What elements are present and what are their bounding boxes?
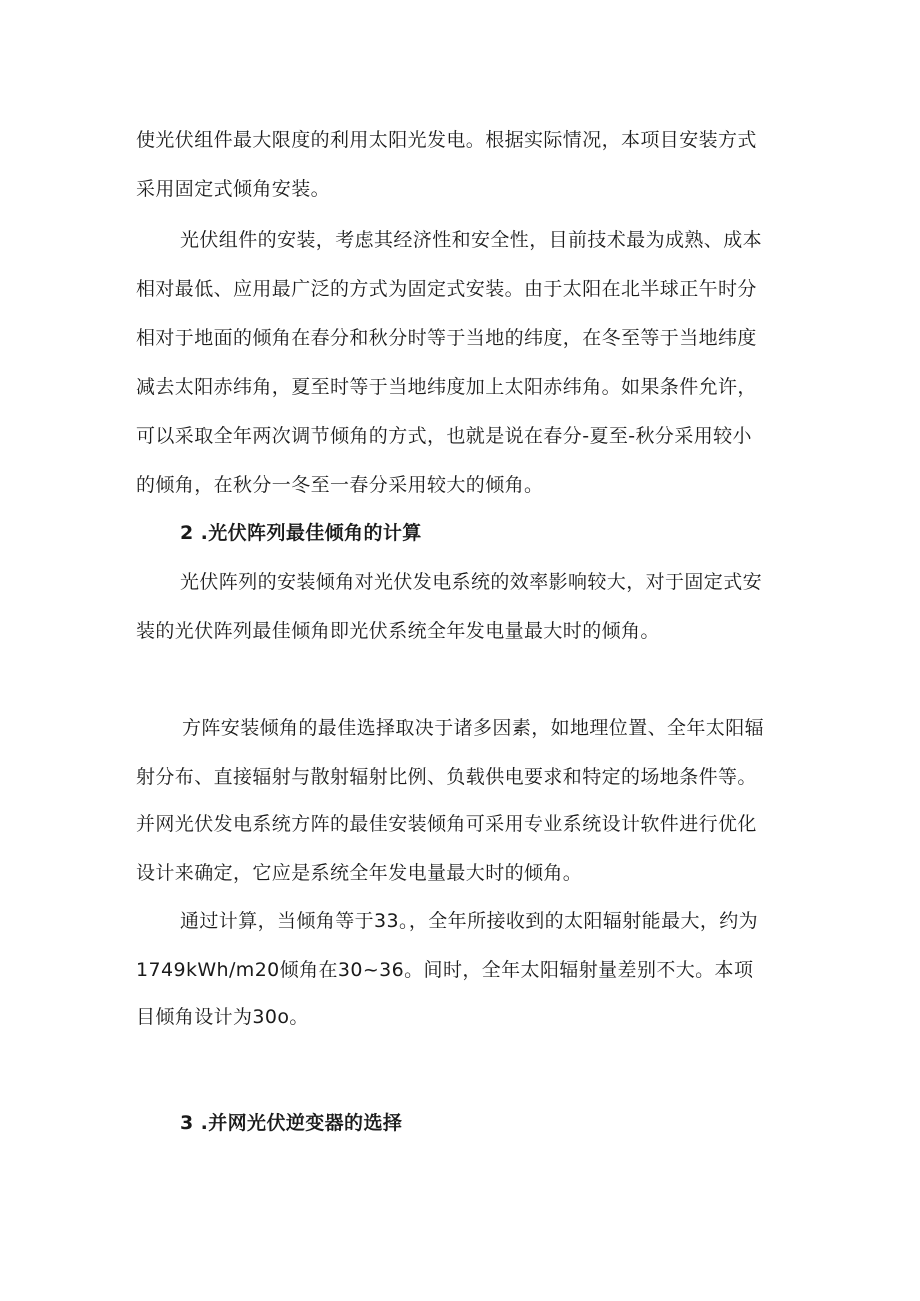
- para1-line1: 使光伏组件最大限度的利用太阳光发电。根据实际情况，本项目安装方式: [136, 129, 757, 151]
- para2-line6: 的倾角，在秋分一冬至一春分采用较大的倾角。: [136, 474, 544, 496]
- para5-line2: 1749kWh∕m20倾角在30~36。间时，全年太阳辐射量差别不大。本项: [136, 959, 754, 981]
- para4-line2: 射分布、直接辐射与散射辐射比例、负载供电要求和特定的场地条件等。: [136, 766, 757, 788]
- para5-line1: 通过计算，当倾角等于33。，全年所接收到的太阳辐射能最大，约为: [180, 910, 759, 932]
- para2-line3: 相对于地面的倾角在春分和秋分时等于当地的纬度，在冬至等于当地纬度: [136, 327, 757, 349]
- section-heading-3: 3 .并网光伏逆变器的选择: [180, 1112, 403, 1134]
- para1-line2: 采用固定式倾角安装。: [136, 178, 331, 200]
- section-heading-2: 2 .光伏阵列最佳倾角的计算: [180, 522, 422, 544]
- para2-line1: 光伏组件的安装，考虑其经济性和安全性，目前技术最为成熟、成本: [180, 229, 763, 251]
- para4-line4: 设计来确定，它应是系统全年发电量最大时的倾角。: [136, 862, 583, 884]
- para4-line1: 方阵安装倾角的最佳选择取决于诸多因素，如地理位置、全年太阳辐: [182, 717, 765, 739]
- para3-line2: 装的光伏阵列最佳倾角即光伏系统全年发电量最大时的倾角。: [136, 620, 660, 642]
- para2-line5: 可以采取全年两次调节倾角的方式，也就是说在春分-夏至-秋分采用较小: [136, 425, 752, 447]
- para5-line3: 目倾角设计为30o。: [136, 1006, 309, 1028]
- para4-line3: 并网光伏发电系统方阵的最佳安装倾角可采用专业系统设计软件进行优化: [136, 813, 757, 835]
- para2-line4: 减去太阳赤纬角，夏至时等于当地纬度加上太阳赤纬角。如果条件允许，: [136, 376, 757, 398]
- para2-line2: 相对最低、应用最广泛的方式为固定式安装。由于太阳在北半球正午时分: [136, 278, 757, 300]
- para3-line1: 光伏阵列的安装倾角对光伏发电系统的效率影响较大，对于固定式安: [180, 571, 763, 593]
